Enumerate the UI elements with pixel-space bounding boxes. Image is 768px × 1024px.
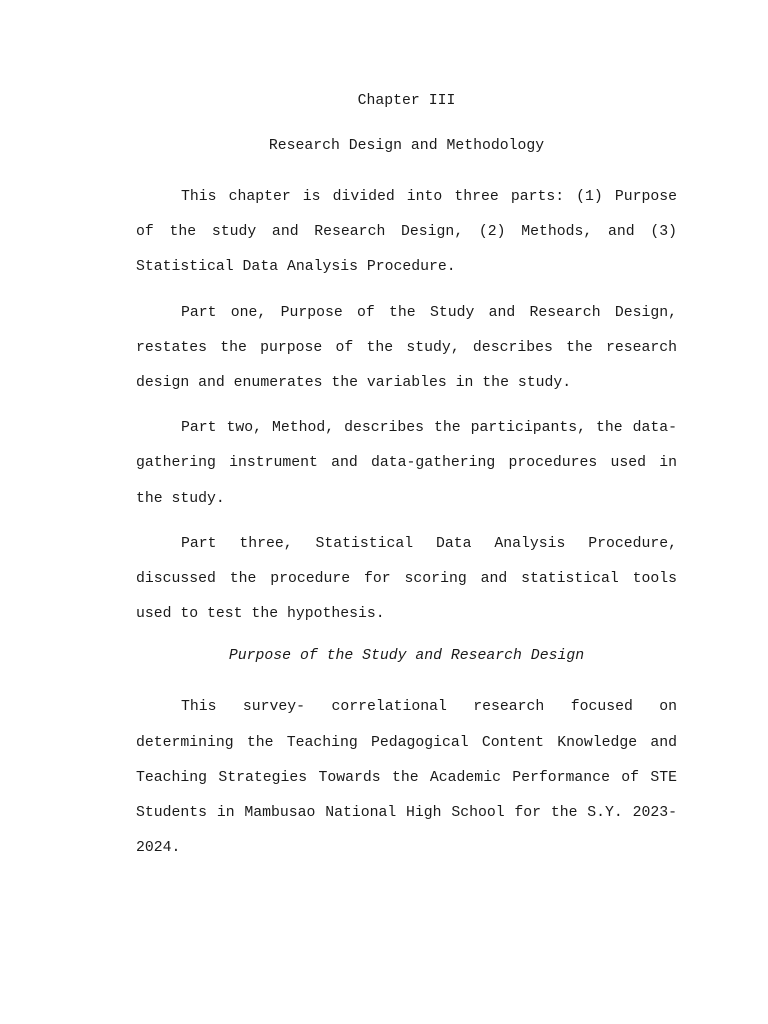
subsection-heading: Purpose of the Study and Research Design xyxy=(228,648,585,665)
section-title: Research Design and Methodology xyxy=(268,138,545,154)
chapter-heading: Chapter III xyxy=(357,93,456,109)
paragraph-intro: This chapter is divided into three parts: (1) Purpose of the study and Research Design, (2) Methods, and (3) Statistical Data Analysis Procedure. xyxy=(136,189,677,276)
document-body xyxy=(136,90,677,876)
paragraph-part-one: Part one, Purpose of the Study and Research Design, restates the purpose of the study, describes the research design and enumerates the variables in the study. xyxy=(136,304,677,392)
paragraph-part-two: Part two, Method, describes the participants, the data-gathering instrument and data-gathering procedures used in the study. xyxy=(136,420,677,507)
paragraph-purpose: This survey- correlational research focused on determining the Teaching Pedagogical Content Knowledge and Teaching Strategies Towards the Academic Performance of STE Students in Mambusao National High School for the S.Y. 2023-2024. xyxy=(136,699,677,857)
paragraph-part-three: Part three, Statistical Data Analysis Procedure, discussed the procedure for scoring and statistical tools used to test the hypothesis. xyxy=(136,535,677,623)
